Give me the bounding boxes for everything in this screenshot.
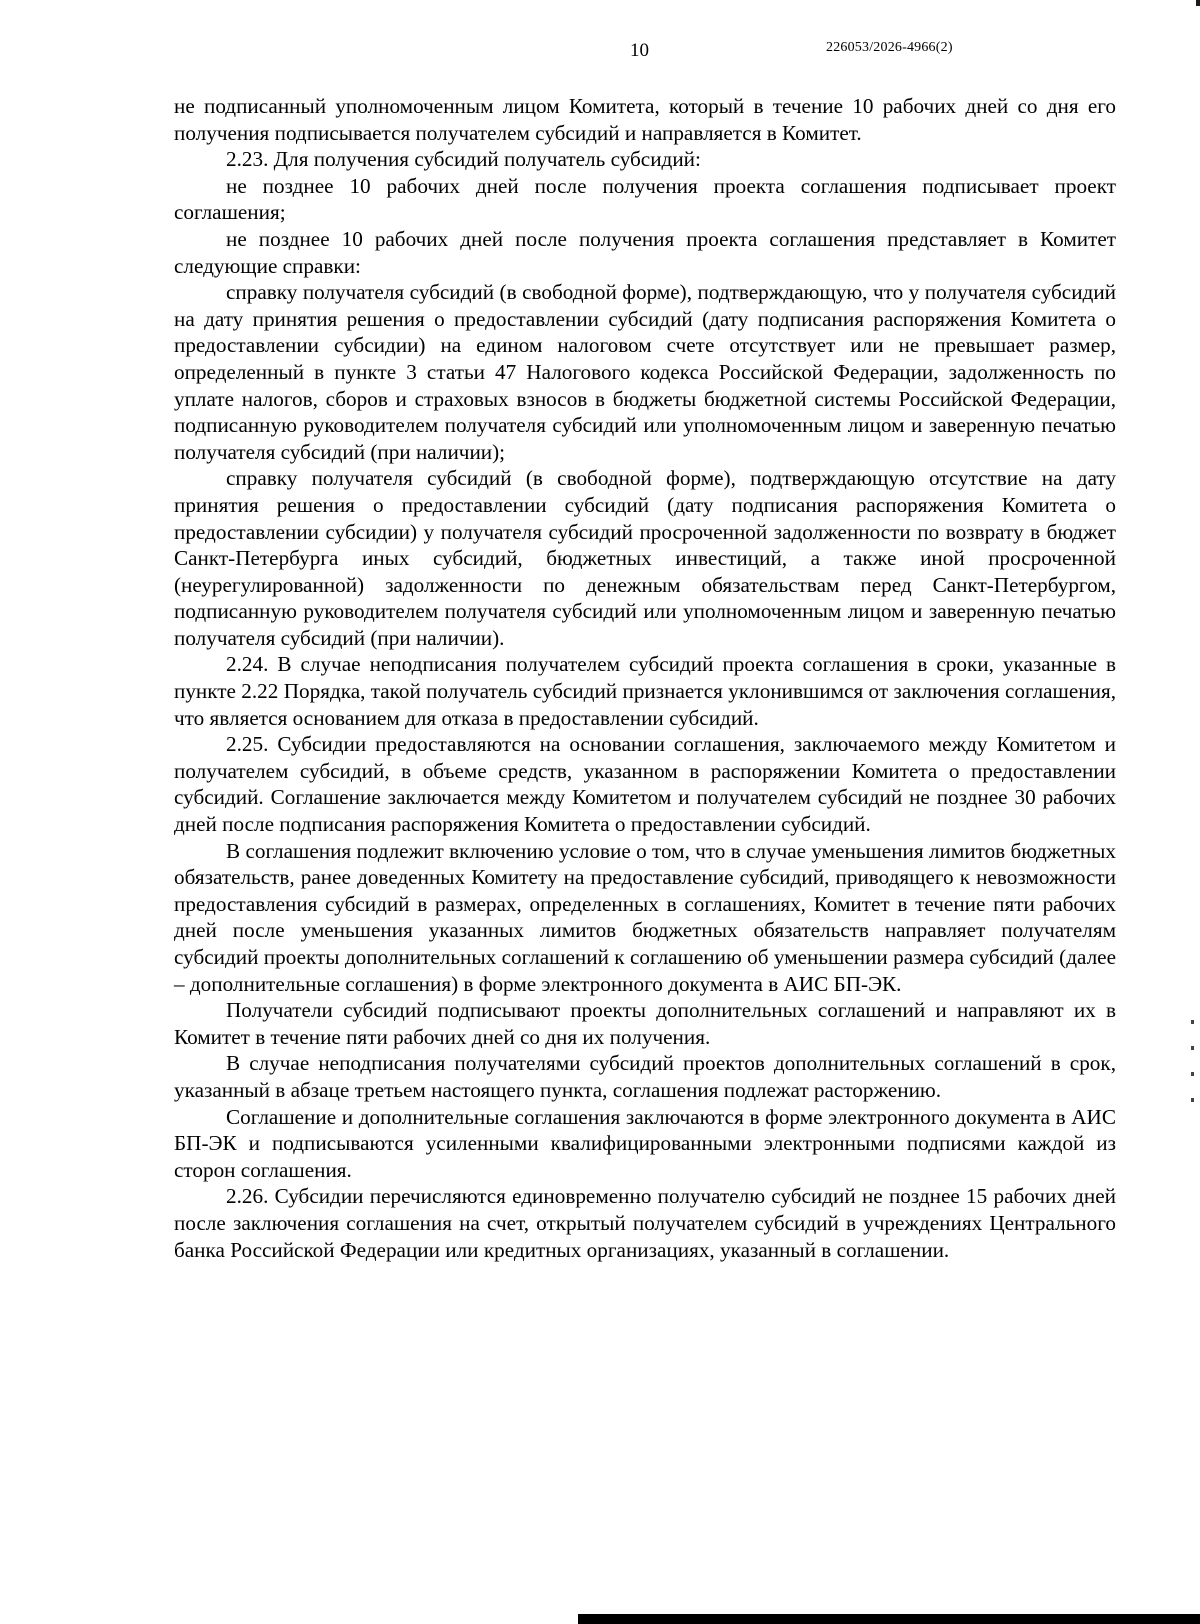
- scan-edge-mark: [1196, 0, 1200, 6]
- paragraph-submit-certificates: не позднее 10 рабочих дней после получения проекта соглашения представляет в Комитет следующие справки:: [174, 226, 1116, 278]
- paragraph-2-24: 2.24. В случае неподписания получателем субсидий проекта соглашения в сроки, указанные в пункте 2.22 Порядка, такой получатель субсидий признается уклонившимся от заключения соглашения, что является основанием для отказа в предоставлении субсидий.: [174, 652, 1116, 730]
- page-header: [0, 38, 1200, 62]
- paragraph-termination: В случае неподписания получателями субсидий проектов дополнительных соглашений в срок, указанный в абзаце третьем настоящего пункта, соглашения подлежат расторжению.: [174, 1051, 1116, 1102]
- document-body: [174, 93, 1116, 1263]
- paragraph-continuation: не подписанный уполномоченным лицом Комитета, который в течение 10 рабочих дней со дня его получения подписывается получателем субсидий и направляется в Комитет.: [174, 94, 1116, 145]
- scan-edge-mark: [1191, 1020, 1194, 1024]
- paragraph-2-26: 2.26. Субсидии перечисляются единовременно получателю субсидий не позднее 15 рабочих дней после заключения соглашения на счет, открытый получателем субсидий в учреждениях Центрального банка Российской Федерации или кредитных организациях, указанный в соглашении.: [174, 1184, 1116, 1262]
- scan-edge-mark: [1191, 1046, 1194, 1050]
- paragraph-2-23: 2.23. Для получения субсидий получатель субсидий:: [226, 147, 701, 172]
- paragraph-electronic-form: Соглашение и дополнительные соглашения заключаются в форме электронного документа в АИС БП-ЭК и подписываются усиленными квалифицированными электронными подписями каждой из сторон соглашения.: [174, 1104, 1116, 1182]
- paragraph-debt-certificate: справку получателя субсидий (в свободной форме), подтверждающую отсутствие на дату принятия решения о предоставлении субсидий (дату подписания распоряжения Комитета о предоставлении субсидии) у получателя субсидий просроченной задолженности по возврату в бюджет Санкт-Петербурга иных субсидий, бюджетных инвестиций, а также иной просроченной (неурегулированной) задолженности по денежным обязательствам перед Санкт-Петербургом, подписанную руководителем получателя субсидий или уполномоченным лицом и заверенную печатью получателя субсидий (при наличии).: [174, 466, 1116, 650]
- paragraph-recipients-sign: Получатели субсидий подписывают проекты дополнительных соглашений и направляют их в Комитет в течение пяти рабочих дней со дня их получения.: [174, 998, 1116, 1049]
- paragraph-limits-reduction: В соглашения подлежит включению условие о том, что в случае уменьшения лимитов бюджетных обязательств, ранее доведенных Комитету на предоставление субсидий, приводящего к невозможности предоставления субсидий в размерах, определенных в соглашениях, Комитет в течение пяти рабочих дней после уменьшения указанных лимитов бюджетных обязательств направляет получателям субсидий проекты дополнительных соглашений к соглашению об уменьшении размера субсидий (далее – дополнительные соглашения) в форме электронного документа в АИС БП-ЭК.: [174, 838, 1116, 996]
- scan-bottom-edge: [578, 1614, 1200, 1624]
- scan-edge-mark: [1191, 1098, 1194, 1102]
- page-number: 10: [630, 40, 649, 61]
- document-number: 226053/2026-4966(2): [826, 40, 953, 55]
- paragraph-2-25: 2.25. Субсидии предоставляются на основании соглашения, заключаемого между Комитетом и получателем субсидий, в объеме средств, указанном в распоряжении Комитета о предоставлении субсидий. Соглашение заключается между Комитетом и получателем субсидий не позднее 30 рабочих дней после подписания распоряжения Комитета о предоставлении субсидий.: [174, 732, 1116, 837]
- scan-edge-mark: [1191, 1072, 1194, 1076]
- paragraph-tax-certificate: справку получателя субсидий (в свободной форме), подтверждающую, что у получателя субсидий на дату принятия решения о предоставлении субсидий (дату подписания распоряжения Комитета о предоставлении субсидии) на едином налоговом счете отсутствует или не превышает размер, определенный в пункте 3 статьи 47 Налогового кодекса Российской Федерации, задолженность по уплате налогов, сборов и страховых взносов в бюджеты бюджетной системы Российской Федерации, подписанную руководителем получателя субсидий или уполномоченным лицом и заверенную печатью получателя субсидий (при наличии);: [174, 280, 1116, 464]
- paragraph-sign-draft: не позднее 10 рабочих дней после получения проекта соглашения подписывает проект соглашения;: [174, 173, 1116, 225]
